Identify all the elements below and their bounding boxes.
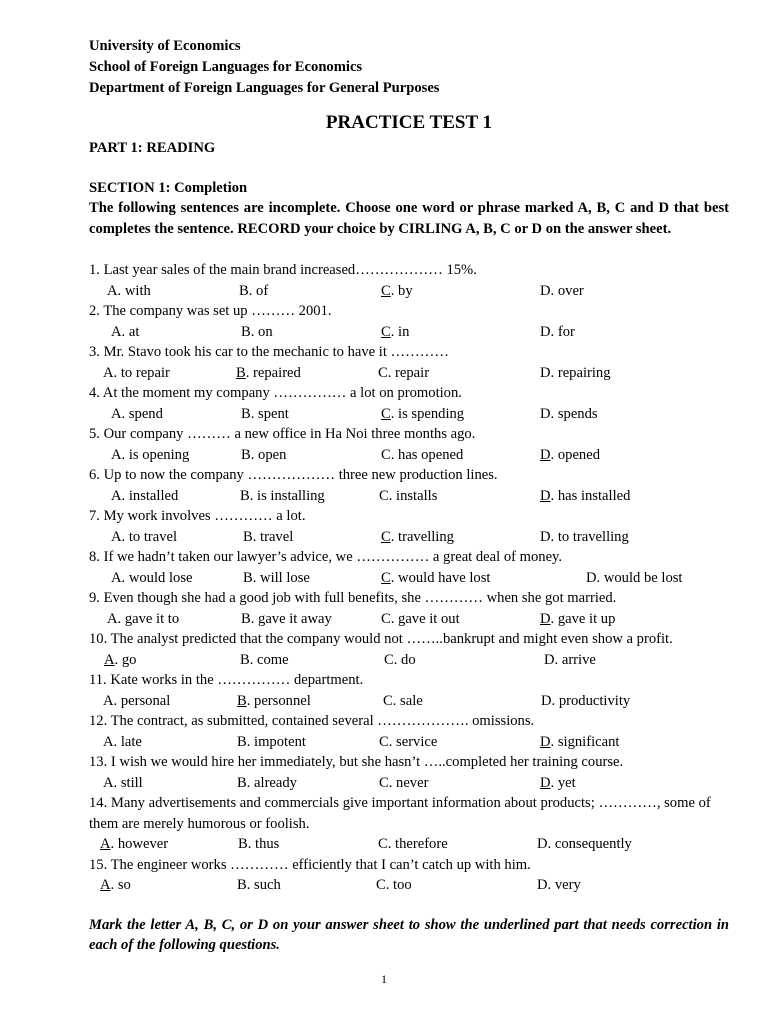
option-text: . to travelling <box>550 528 629 545</box>
option-letter: A <box>111 405 122 422</box>
question-7-stem: 7. My work involves ………… a lot. <box>89 508 306 524</box>
option-text: . significant <box>550 733 620 750</box>
option-letter: A <box>100 836 111 852</box>
question-5-option-b[interactable] <box>241 445 286 466</box>
option-text: . travelling <box>390 528 454 545</box>
question-2-stem: 2. The company was set up ……… 2001. <box>89 303 332 319</box>
question-14-option-a[interactable] <box>100 834 168 855</box>
question-7-option-d[interactable] <box>540 527 629 548</box>
question-6-stem: 6. Up to now the company ……………… three new production lines. <box>89 467 498 483</box>
question-15-option-b[interactable] <box>237 875 281 896</box>
question-8-option-b[interactable] <box>243 568 310 589</box>
question-4-option-c[interactable] <box>381 404 464 425</box>
question-13-option-c[interactable] <box>379 773 428 794</box>
option-text: . very <box>547 877 581 893</box>
question-7-option-b[interactable] <box>243 527 293 548</box>
option-text: . would be lost <box>596 569 683 586</box>
option-text: . installs <box>388 487 438 504</box>
option-letter: D <box>540 323 551 340</box>
option-letter: A <box>111 569 122 586</box>
question-7-option-a[interactable] <box>111 527 177 548</box>
question-5-option-c[interactable] <box>381 445 463 466</box>
option-letter: C <box>381 528 391 545</box>
part-heading: PART 1: READING <box>89 140 216 156</box>
option-text: . is opening <box>121 446 190 463</box>
option-letter: C <box>376 877 386 893</box>
question-14-options <box>89 834 729 855</box>
option-letter: D <box>540 282 551 299</box>
question-14-option-b[interactable] <box>238 834 279 855</box>
option-letter: D <box>537 836 548 852</box>
question-3-options <box>89 363 729 384</box>
question-12-option-c[interactable] <box>379 732 437 753</box>
option-text: . such <box>246 877 281 893</box>
option-text: . repair <box>387 364 430 381</box>
option-text: . has installed <box>550 487 631 504</box>
question-12-option-a[interactable] <box>103 732 142 753</box>
option-letter: D <box>540 487 551 504</box>
option-letter: B <box>243 569 253 586</box>
option-text: . impotent <box>246 733 306 750</box>
option-text: . spent <box>250 405 289 422</box>
option-letter: B <box>240 651 250 668</box>
question-9-stem: 9. Even though she had a good job with full benefits, she ………… when she got married. <box>89 590 617 606</box>
question-2-option-a[interactable] <box>111 322 139 343</box>
option-text: . gave it to <box>117 610 180 627</box>
question-9-option-d[interactable] <box>540 609 615 630</box>
option-text: . consequently <box>547 836 632 852</box>
option-letter: B <box>237 877 247 893</box>
question-12-options <box>89 732 729 753</box>
question-2-options <box>89 322 729 343</box>
option-letter: C <box>384 651 394 668</box>
question-2-option-c[interactable] <box>381 322 409 343</box>
question-6-option-b[interactable] <box>240 486 325 507</box>
option-letter: C <box>379 733 389 750</box>
option-text: . has opened <box>390 446 464 463</box>
option-letter: C <box>381 569 391 586</box>
option-letter: C <box>379 487 389 504</box>
option-letter: A <box>103 692 114 709</box>
question-4-option-a[interactable] <box>111 404 163 425</box>
option-letter: D <box>540 446 551 463</box>
question-13-option-b[interactable] <box>237 773 297 794</box>
option-text: . service <box>388 733 438 750</box>
option-letter: B <box>237 733 247 750</box>
question-15-stem: 15. The engineer works ………… efficiently that I can’t catch up with him. <box>89 856 531 873</box>
question-4-option-d[interactable] <box>540 404 598 425</box>
option-text: . in <box>390 323 410 340</box>
option-text: . still <box>113 774 143 791</box>
option-text: . over <box>550 282 584 299</box>
option-text: . thus <box>247 836 280 852</box>
option-letter: D <box>540 774 551 791</box>
question-9-option-c[interactable] <box>381 609 460 630</box>
option-letter: B <box>237 774 247 791</box>
option-letter: C <box>381 282 391 299</box>
option-letter: D <box>586 569 597 586</box>
question-1-option-a[interactable] <box>107 281 151 302</box>
question-3-option-d[interactable] <box>540 363 611 384</box>
option-text: . opened <box>550 446 600 463</box>
option-letter: C <box>381 405 391 422</box>
question-11-option-b[interactable] <box>237 691 311 712</box>
question-6-option-a[interactable] <box>111 486 178 507</box>
question-6-options <box>89 486 729 507</box>
option-letter: A <box>111 323 122 340</box>
question-10-option-d[interactable] <box>544 650 596 671</box>
question-8-options <box>89 568 729 589</box>
question-13-stem: 13. I wish we would hire her immediately, but she hasn’t …..completed her training course. <box>89 754 624 770</box>
option-letter: B <box>238 836 248 852</box>
question-1-stem: 1. Last year sales of the main brand increased……………… 15%. <box>89 262 477 278</box>
option-letter: B <box>237 692 247 709</box>
question-11-option-c[interactable] <box>383 691 423 712</box>
option-text: . is spending <box>390 405 465 422</box>
question-8-option-a[interactable] <box>111 568 193 589</box>
option-text: . for <box>550 323 575 340</box>
question-15-option-c[interactable] <box>376 875 412 896</box>
option-text: . personal <box>113 692 171 709</box>
option-text: . too <box>385 877 412 893</box>
question-15-options <box>89 875 729 896</box>
option-letter: C <box>383 692 393 709</box>
option-text: . productivity <box>551 692 631 709</box>
question-15-option-a[interactable] <box>100 875 131 896</box>
university-name: University of Economics <box>89 38 241 54</box>
school-name: School of Foreign Languages for Economics <box>89 59 363 75</box>
question-3-stem: 3. Mr. Stavo took his car to the mechanic to have it ………… <box>89 344 449 360</box>
question-list <box>89 260 729 896</box>
option-text: . go <box>114 651 137 668</box>
question-5-stem: 5. Our company ……… a new office in Ha Noi three months ago. <box>89 426 476 442</box>
option-text: . personnel <box>246 692 311 709</box>
option-text: . to travel <box>121 528 178 545</box>
question-1-options <box>89 281 729 302</box>
option-text: . with <box>117 282 151 299</box>
option-letter: A <box>111 446 122 463</box>
error-identification-instructions: Mark the letter A, B, C, or D on your answer sheet to show the underlined part that needs correction in each of the following questions. <box>89 916 729 953</box>
option-text: . repaired <box>245 364 301 381</box>
question-11-options <box>89 691 729 712</box>
option-letter: B <box>241 446 251 463</box>
question-7-option-c[interactable] <box>381 527 454 548</box>
question-2-option-b[interactable] <box>241 322 273 343</box>
option-text: . spend <box>121 405 163 422</box>
option-letter: A <box>100 877 111 893</box>
option-text: . would have lost <box>390 569 491 586</box>
question-3-option-c[interactable] <box>378 363 429 384</box>
question-15-option-d[interactable] <box>537 875 581 896</box>
section-instructions: The following sentences are incomplete. Choose one word or phrase marked A, B, C and D that best completes the sentence. RECORD your choice by CIRLING A, B, C or D on the answer sheet. <box>89 200 729 237</box>
question-14-option-d[interactable] <box>537 834 632 855</box>
option-letter: A <box>111 487 122 504</box>
option-text: . however <box>110 836 169 852</box>
option-text: . already <box>246 774 297 791</box>
option-text: . sale <box>392 692 423 709</box>
question-11-option-d[interactable] <box>541 691 630 712</box>
option-letter: C <box>378 836 388 852</box>
option-text: . gave it away <box>250 610 332 627</box>
question-14-stem: 14. Many advertisements and commercials give important information about products; …………, some of them are merely humorous or foolish. <box>89 795 711 832</box>
option-text: . would lose <box>121 569 193 586</box>
option-letter: D <box>537 877 548 893</box>
question-8-stem: 8. If we hadn’t taken our lawyer’s advice, we …………… a great deal of money. <box>89 549 563 565</box>
option-text: . open <box>250 446 287 463</box>
option-letter: D <box>540 528 551 545</box>
question-3-option-b[interactable] <box>236 363 301 384</box>
option-letter: D <box>540 733 551 750</box>
option-letter: B <box>236 364 246 381</box>
option-letter: D <box>541 692 552 709</box>
question-10-option-b[interactable] <box>240 650 289 671</box>
option-text: . travel <box>252 528 294 545</box>
question-8-option-c[interactable] <box>381 568 490 589</box>
option-text: . gave it out <box>390 610 460 627</box>
section-heading: SECTION 1: Completion <box>89 180 248 196</box>
question-1-option-b[interactable] <box>239 281 268 302</box>
option-letter: A <box>111 528 122 545</box>
option-letter: C <box>379 774 389 791</box>
option-letter: D <box>540 364 551 381</box>
option-text: . at <box>121 323 140 340</box>
question-6-option-d[interactable] <box>540 486 630 507</box>
option-letter: A <box>107 610 118 627</box>
question-12-option-d[interactable] <box>540 732 619 753</box>
question-13-options <box>89 773 729 794</box>
question-13-option-a[interactable] <box>103 773 143 794</box>
question-10-options <box>89 650 729 671</box>
option-letter: C <box>381 610 391 627</box>
question-4-options <box>89 404 729 425</box>
question-10-option-a[interactable] <box>104 650 136 671</box>
option-text: . yet <box>550 774 576 791</box>
option-letter: A <box>103 733 114 750</box>
option-text: . therefore <box>387 836 448 852</box>
option-text: . by <box>390 282 413 299</box>
option-text: . of <box>248 282 269 299</box>
option-letter: B <box>240 487 250 504</box>
option-text: . to repair <box>113 364 170 381</box>
option-letter: C <box>378 364 388 381</box>
option-letter: A <box>107 282 118 299</box>
question-8-option-d[interactable] <box>586 568 683 589</box>
question-5-option-a[interactable] <box>111 445 189 466</box>
option-letter: A <box>103 364 114 381</box>
question-12-stem: 12. The contract, as submitted, contained several ………………. omissions. <box>89 713 535 729</box>
option-text: . on <box>250 323 273 340</box>
question-11-stem: 11. Kate works in the …………… department. <box>89 672 364 688</box>
option-letter: A <box>103 774 114 791</box>
option-letter: C <box>381 323 391 340</box>
option-text: . come <box>249 651 289 668</box>
option-text: . so <box>110 877 131 893</box>
question-1-option-d[interactable] <box>540 281 584 302</box>
option-text: . spends <box>550 405 598 422</box>
question-10-option-c[interactable] <box>384 650 416 671</box>
question-2-option-d[interactable] <box>540 322 575 343</box>
question-4-option-b[interactable] <box>241 404 289 425</box>
question-1-option-c[interactable] <box>381 281 413 302</box>
option-text: . late <box>113 733 142 750</box>
question-9-option-a[interactable] <box>107 609 179 630</box>
option-letter: C <box>381 446 391 463</box>
option-letter: B <box>241 323 251 340</box>
option-text: . is installing <box>249 487 325 504</box>
page-title: PRACTICE TEST 1 <box>325 112 493 133</box>
question-5-option-d[interactable] <box>540 445 600 466</box>
option-text: . installed <box>121 487 179 504</box>
option-text: . repairing <box>550 364 611 381</box>
department-name: Department of Foreign Languages for General Purposes <box>89 80 440 96</box>
page-number: 1 <box>381 972 387 986</box>
option-text: . never <box>388 774 429 791</box>
option-text: . will lose <box>252 569 310 586</box>
option-letter: D <box>540 610 551 627</box>
question-3-option-a[interactable] <box>103 363 170 384</box>
option-text: . do <box>393 651 416 668</box>
question-13-option-d[interactable] <box>540 773 576 794</box>
question-4-stem: 4. At the moment my company …………… a lot on promotion. <box>89 385 462 401</box>
option-letter: A <box>104 651 115 668</box>
question-5-options <box>89 445 729 466</box>
question-9-option-b[interactable] <box>241 609 332 630</box>
option-letter: B <box>239 282 249 299</box>
option-letter: B <box>241 610 251 627</box>
question-6-option-c[interactable] <box>379 486 437 507</box>
option-text: . gave it up <box>550 610 616 627</box>
question-7-options <box>89 527 729 548</box>
option-letter: D <box>544 651 555 668</box>
option-letter: D <box>540 405 551 422</box>
question-12-option-b[interactable] <box>237 732 306 753</box>
option-letter: B <box>241 405 251 422</box>
question-9-options <box>89 609 729 630</box>
option-letter: B <box>243 528 253 545</box>
question-10-stem: 10. The analyst predicted that the company would not ……..bankrupt and might even show a profit. <box>89 631 673 647</box>
question-14-option-c[interactable] <box>378 834 448 855</box>
question-11-option-a[interactable] <box>103 691 170 712</box>
option-text: . arrive <box>554 651 596 668</box>
document-page <box>89 36 729 955</box>
